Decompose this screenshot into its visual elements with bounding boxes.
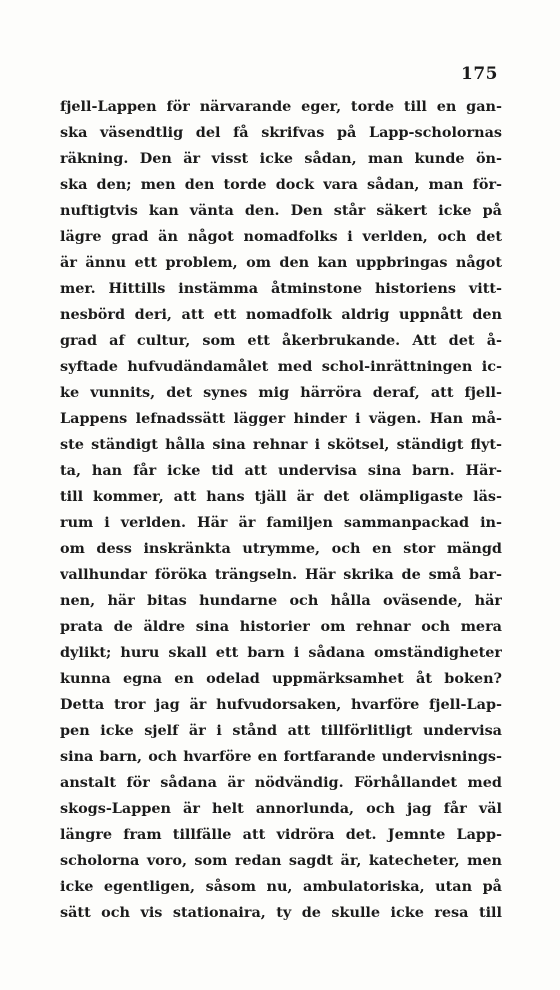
text-line: räkning. Den är visst icke sådan, man kunde ön- (60, 150, 502, 167)
text-line: rum i verlden. Här är familjen sammanpackad in- (60, 514, 502, 531)
text-line: kunna egna en odelad uppmärksamhet åt boken? (60, 670, 502, 687)
text-line: icke egentligen, såsom nu, ambulatoriska, utan på (60, 878, 502, 895)
text-line: pen icke sjelf är i stånd att tillförlitligt undervisa (60, 722, 502, 739)
text-line: scholorna voro, som redan sagdt är, katecheter, men (60, 852, 502, 869)
text-line: nesbörd deri, att ett nomadfolk aldrig uppnått den (60, 306, 502, 323)
text-line: grad af cultur, som ett åkerbrukande. Att det å- (60, 332, 502, 349)
body-text (60, 94, 502, 926)
text-line: fjell-Lappen för närvarande eger, torde till en gan- (60, 98, 502, 115)
text-line: sina barn, och hvarföre en fortfarande undervisnings- (60, 748, 502, 765)
text-line: nen, här bitas hundarne och hålla oväsende, här (60, 592, 502, 609)
text-line: om dess inskränkta utrymme, och en stor mängd (60, 540, 502, 557)
text-line: Lappens lefnadssätt lägger hinder i vägen. Han må- (60, 410, 502, 427)
text-line: ste ständigt hålla sina rehnar i skötsel, ständigt flyt- (60, 436, 502, 453)
text-line: anstalt för sådana är nödvändig. Förhållandet med (60, 774, 502, 791)
text-line: dylikt; huru skall ett barn i sådana omständigheter (60, 644, 502, 661)
text-line: prata de äldre sina historier om rehnar och mera (60, 618, 502, 635)
text-line: Detta tror jag är hufvudorsaken, hvarföre fjell-Lap- (60, 696, 502, 713)
text-line: ska väsendtlig del få skrifvas på Lapp-scholornas (60, 124, 502, 141)
text-line: ke vunnits, det synes mig härröra deraf, att fjell- (60, 384, 502, 401)
text-line: sätt och vis stationaira, ty de skulle icke resa till (60, 904, 502, 921)
text-line: lägre grad än något nomadfolks i verlden, och det (60, 228, 502, 245)
text-line: ta, han får icke tid att undervisa sina barn. Här- (60, 462, 502, 479)
page-number: 175 (461, 64, 498, 84)
text-line: vallhundar föröka trängseln. Här skrika de små bar- (60, 566, 502, 583)
text-line: skogs-Lappen är helt annorlunda, och jag får väl (60, 800, 502, 817)
text-line: mer. Hittills instämma åtminstone historiens vitt- (60, 280, 502, 297)
text-line: är ännu ett problem, om den kan uppbringas något (60, 254, 502, 271)
text-line: ska den; men den torde dock vara sådan, man för- (60, 176, 502, 193)
text-line: nuftigtvis kan vänta den. Den står säkert icke på (60, 202, 502, 219)
text-line: till kommer, att hans tjäll är det olämpligaste läs- (60, 488, 502, 505)
text-line: längre fram tillfälle att vidröra det. Jemnte Lapp- (60, 826, 502, 843)
text-line: syftade hufvudändamålet med schol-inrättningen ic- (60, 358, 502, 375)
